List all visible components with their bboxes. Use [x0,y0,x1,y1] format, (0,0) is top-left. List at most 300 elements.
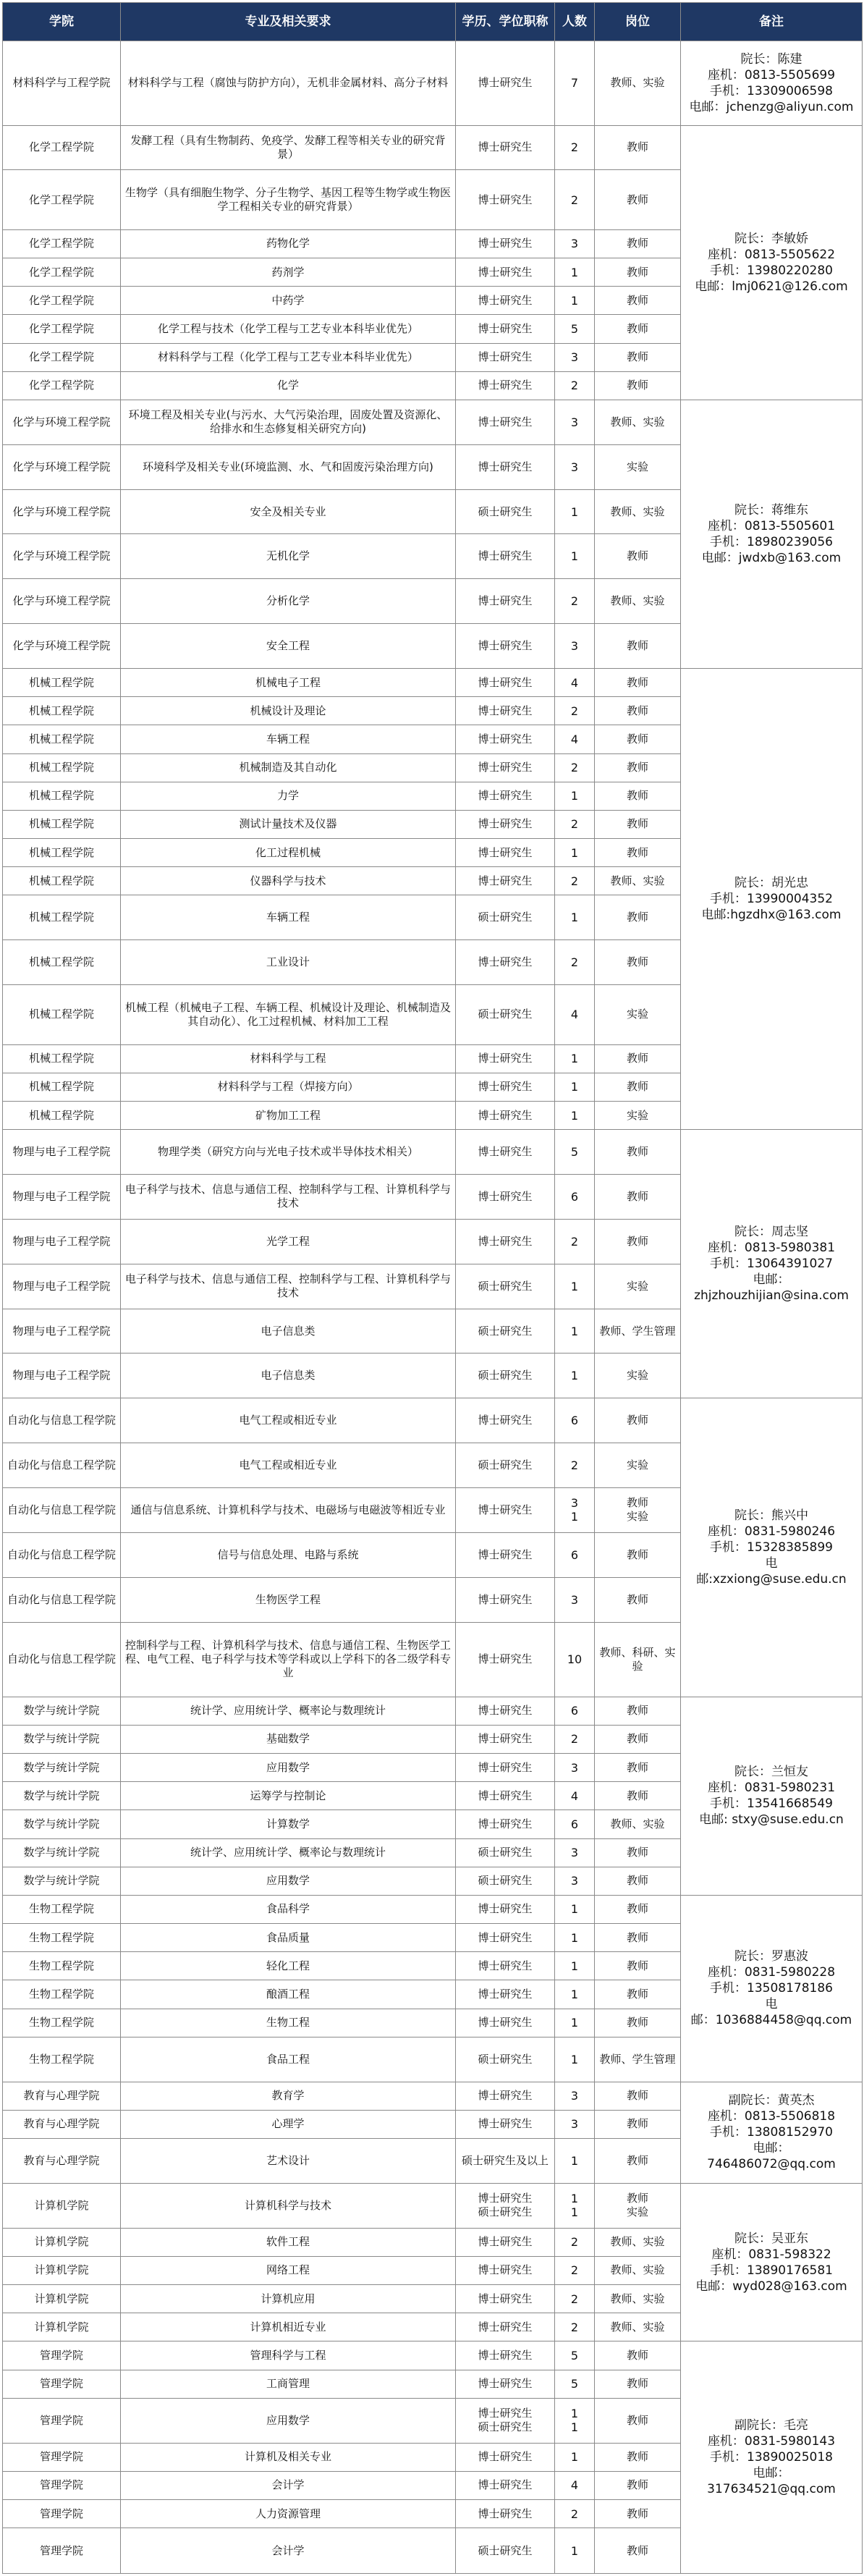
major-cell: 会计学 [121,2471,456,2499]
college-cell: 物理与电子工程学院 [3,1175,121,1220]
post-cell: 教师 [595,1980,681,2009]
degree-cell: 硕士研究生 [456,1354,555,1398]
major-cell: 材料科学与工程（焊接方向） [121,1073,456,1101]
major-cell: 食品质量 [121,1924,456,1952]
degree-cell: 硕士研究生 [456,2528,555,2574]
major-cell: 教育学 [121,2082,456,2110]
count-cell: 2 [555,170,595,229]
count-cell: 1 [555,1073,595,1101]
degree-cell: 博士研究生 [456,2443,555,2471]
college-cell: 教育与心理学院 [3,2138,121,2183]
degree-cell: 博士研究生 [456,1130,555,1175]
count-cell: 2 [555,579,595,624]
major-cell: 计算机科学与技术 [121,2183,456,2228]
college-cell: 管理学院 [3,2528,121,2574]
major-cell: 药物化学 [121,229,456,258]
college-cell: 生物工程学院 [3,1895,121,1923]
degree-cell: 博士研究生 硕士研究生 [456,2398,555,2443]
degree-cell: 博士研究生 [456,725,555,753]
college-cell: 生物工程学院 [3,1952,121,1980]
post-cell: 教师 [595,1725,681,1753]
count-cell: 4 [555,985,595,1044]
college-cell: 自动化与信息工程学院 [3,1398,121,1443]
post-cell: 教师 [595,1398,681,1443]
post-cell: 教师、实验 [595,489,681,534]
post-cell: 教师、实验 [595,1810,681,1838]
post-cell: 教师 [595,1130,681,1175]
count-cell: 1 1 [555,2398,595,2443]
count-cell: 2 [555,2313,595,2341]
count-cell: 2 [555,1725,595,1753]
count-cell: 1 [555,2009,595,2037]
degree-cell: 硕士研究生 [456,1867,555,1895]
degree-cell: 博士研究生 [456,1622,555,1697]
post-cell: 教师 [595,2370,681,2398]
contact-cell: 院长：蒋维东 座机：0813-5505601 手机：18980239056 电邮：jwdxb@163.com [681,400,863,668]
degree-cell: 博士研究生 [456,1044,555,1073]
count-cell: 1 [555,782,595,810]
college-cell: 管理学院 [3,2443,121,2471]
post-cell: 教师 实验 [595,1488,681,1533]
major-cell: 测试计量技术及仪器 [121,810,456,838]
degree-cell: 博士研究生 [456,534,555,579]
college-cell: 计算机学院 [3,2285,121,2313]
major-cell: 统计学、应用统计学、概率论与数理统计 [121,1838,456,1867]
count-cell: 4 [555,1782,595,1810]
degree-cell: 博士研究生 [456,1532,555,1577]
college-cell: 化学工程学院 [3,287,121,315]
post-cell: 教师 [595,782,681,810]
table-body [3,41,863,2574]
degree-cell: 硕士研究生 [456,489,555,534]
count-cell: 5 [555,2341,595,2370]
major-cell: 心理学 [121,2110,456,2138]
major-cell: 电子科学与技术、信息与通信工程、控制科学与工程、计算机科学与技术 [121,1264,456,1309]
count-cell: 3 [555,400,595,444]
count-cell: 2 [555,867,595,895]
degree-cell: 博士研究生 [456,41,555,126]
major-cell: 食品科学 [121,1895,456,1923]
college-cell: 数学与统计学院 [3,1725,121,1753]
degree-cell: 博士研究生 [456,940,555,985]
post-cell: 教师、实验 [595,2256,681,2284]
count-cell: 1 [555,1044,595,1073]
college-cell: 机械工程学院 [3,940,121,985]
major-cell: 基础数学 [121,1725,456,1753]
major-cell: 仪器科学与技术 [121,867,456,895]
header-contact: 备注 [681,3,863,41]
degree-cell: 硕士研究生 [456,1309,555,1354]
count-cell: 1 [555,2037,595,2082]
college-cell: 自动化与信息工程学院 [3,1532,121,1577]
post-cell: 教师、实验 [595,2313,681,2341]
major-cell: 信号与信息处理、电路与系统 [121,1532,456,1577]
post-cell: 教师 [595,1754,681,1782]
post-cell: 教师 [595,287,681,315]
count-cell: 1 [555,489,595,534]
major-cell: 机械制造及其自动化 [121,753,456,782]
major-cell: 统计学、应用统计学、概率论与数理统计 [121,1697,456,1725]
degree-cell: 博士研究生 [456,753,555,782]
post-cell: 教师 [595,1782,681,1810]
count-cell: 2 [555,2228,595,2256]
count-cell: 1 [555,1309,595,1354]
degree-cell: 博士研究生 硕士研究生 [456,2183,555,2228]
header-count: 人数 [555,3,595,41]
post-cell: 教师、实验 [595,41,681,126]
college-cell: 化学工程学院 [3,371,121,400]
college-cell: 生物工程学院 [3,2009,121,2037]
post-cell: 教师 [595,125,681,170]
college-cell: 管理学院 [3,2370,121,2398]
major-cell: 控制科学与工程、计算机科学与技术、信息与通信工程、生物医学工程、电气工程、电子科学与技术等学科或以上学科下的各二级学科专业 [121,1622,456,1697]
count-cell: 6 [555,1810,595,1838]
major-cell: 力学 [121,782,456,810]
college-cell: 机械工程学院 [3,895,121,940]
count-cell: 2 [555,940,595,985]
major-cell: 网络工程 [121,2256,456,2284]
major-cell: 工业设计 [121,940,456,985]
degree-cell: 博士研究生 [456,624,555,669]
post-cell: 教师 [595,624,681,669]
post-cell: 实验 [595,1354,681,1398]
post-cell: 教师 [595,2499,681,2528]
count-cell: 2 [555,697,595,725]
college-cell: 化学工程学院 [3,343,121,371]
college-cell: 管理学院 [3,2471,121,2499]
major-cell: 分析化学 [121,579,456,624]
count-cell: 2 [555,1219,595,1264]
count-cell: 1 [555,839,595,867]
degree-cell: 博士研究生 [456,170,555,229]
college-cell: 机械工程学院 [3,1073,121,1101]
contact-cell: 院长：吴亚东 座机：0831-598322 手机：13890176581 电邮：wyd028@163.com [681,2183,863,2341]
post-cell: 教师 [595,1952,681,1980]
count-cell: 2 [555,2285,595,2313]
degree-cell: 博士研究生 [456,2110,555,2138]
college-cell: 自动化与信息工程学院 [3,1577,121,1622]
college-cell: 机械工程学院 [3,985,121,1044]
post-cell: 实验 [595,1264,681,1309]
major-cell: 化学工程与技术（化学工程与工艺专业本科毕业优先） [121,315,456,343]
college-cell: 物理与电子工程学院 [3,1219,121,1264]
count-cell: 1 [555,1354,595,1398]
college-cell: 生物工程学院 [3,2037,121,2082]
count-cell: 3 [555,624,595,669]
contact-cell: 院长：周志坚 座机：0813-5980381 手机：13064391027 电邮： zhjzhouzhijian@sina.com [681,1130,863,1398]
degree-cell: 博士研究生 [456,2370,555,2398]
college-cell: 化学与环境工程学院 [3,444,121,489]
post-cell: 教师 [595,2471,681,2499]
college-cell: 物理与电子工程学院 [3,1264,121,1309]
table-row [3,1130,863,1175]
count-cell: 3 [555,1838,595,1867]
count-cell: 1 [555,287,595,315]
post-cell: 教师 [595,258,681,287]
major-cell: 通信与信息系统、计算机科学与技术、电磁场与电磁波等相近专业 [121,1488,456,1533]
college-cell: 机械工程学院 [3,810,121,838]
degree-cell: 博士研究生 [456,258,555,287]
table-row [3,1398,863,1443]
count-cell: 10 [555,1622,595,1697]
college-cell: 机械工程学院 [3,697,121,725]
major-cell: 材料科学与工程（腐蚀与防护方向），无机非金属材料、高分子材料 [121,41,456,126]
degree-cell: 博士研究生 [456,810,555,838]
major-cell: 应用数学 [121,2398,456,2443]
college-cell: 机械工程学院 [3,839,121,867]
college-cell: 机械工程学院 [3,782,121,810]
header-college: 学院 [3,3,121,41]
post-cell: 教师 [595,753,681,782]
college-cell: 计算机学院 [3,2228,121,2256]
post-cell: 教师 [595,1895,681,1923]
count-cell: 1 [555,1895,595,1923]
count-cell: 4 [555,669,595,697]
post-cell: 教师 [595,343,681,371]
contact-cell: 副院长：毛亮 座机：0831-5980143 手机：13890025018 电邮： 317634521@qq.com [681,2341,863,2574]
college-cell: 机械工程学院 [3,725,121,753]
count-cell: 3 [555,1754,595,1782]
count-cell: 1 [555,1264,595,1309]
degree-cell: 博士研究生 [456,1924,555,1952]
degree-cell: 博士研究生 [456,1810,555,1838]
college-cell: 化学工程学院 [3,229,121,258]
post-cell: 教师 [595,2082,681,2110]
count-cell: 3 [555,229,595,258]
major-cell: 材料科学与工程 [121,1044,456,1073]
degree-cell: 博士研究生 [456,2471,555,2499]
degree-cell: 博士研究生 [456,2285,555,2313]
major-cell: 计算数学 [121,1810,456,1838]
college-cell: 教育与心理学院 [3,2082,121,2110]
table-row [3,41,863,126]
degree-cell: 博士研究生 [456,782,555,810]
post-cell: 教师、实验 [595,579,681,624]
post-cell: 教师 [595,1044,681,1073]
degree-cell: 博士研究生 [456,315,555,343]
degree-cell: 博士研究生 [456,1980,555,2009]
college-cell: 机械工程学院 [3,867,121,895]
table-row [3,400,863,444]
major-cell: 人力资源管理 [121,2499,456,2528]
post-cell: 教师 [595,170,681,229]
major-cell: 生物工程 [121,2009,456,2037]
degree-cell: 博士研究生 [456,2228,555,2256]
major-cell: 矿物加工工程 [121,1101,456,1129]
count-cell: 1 [555,2443,595,2471]
major-cell: 车辆工程 [121,895,456,940]
major-cell: 生物医学工程 [121,1577,456,1622]
major-cell: 应用数学 [121,1754,456,1782]
major-cell: 机械工程（机械电子工程、车辆工程、机械设计及理论、机械制造及其自动化）、化工过程机械、材料加工工程 [121,985,456,1044]
major-cell: 电子信息类 [121,1354,456,1398]
post-cell: 教师、实验 [595,2285,681,2313]
college-cell: 化学与环境工程学院 [3,489,121,534]
major-cell: 运筹学与控制论 [121,1782,456,1810]
degree-cell: 硕士研究生 [456,1264,555,1309]
post-cell: 教师 [595,669,681,697]
post-cell: 教师 [595,371,681,400]
degree-cell: 硕士研究生及以上 [456,2138,555,2183]
recruitment-table [2,2,863,2574]
post-cell: 实验 [595,444,681,489]
count-cell: 1 [555,2138,595,2183]
post-cell: 教师 [595,2341,681,2370]
header-major: 专业及相关要求 [121,3,456,41]
count-cell: 2 [555,125,595,170]
count-cell: 3 [555,343,595,371]
college-cell: 计算机学院 [3,2183,121,2228]
count-cell: 1 [555,895,595,940]
degree-cell: 硕士研究生 [456,985,555,1044]
college-cell: 数学与统计学院 [3,1838,121,1867]
post-cell: 教师 [595,2110,681,2138]
college-cell: 生物工程学院 [3,1924,121,1952]
major-cell: 机械电子工程 [121,669,456,697]
college-cell: 机械工程学院 [3,669,121,697]
college-cell: 数学与统计学院 [3,1754,121,1782]
post-cell: 教师 [595,2138,681,2183]
major-cell: 化学 [121,371,456,400]
count-cell: 3 [555,2110,595,2138]
count-cell: 3 [555,2082,595,2110]
degree-cell: 硕士研究生 [456,1838,555,1867]
count-cell: 6 [555,1175,595,1220]
degree-cell: 博士研究生 [456,1101,555,1129]
count-cell: 1 1 [555,2183,595,2228]
post-cell: 教师 [595,229,681,258]
table-row [3,125,863,170]
table-row [3,2183,863,2228]
degree-cell: 博士研究生 [456,444,555,489]
college-cell: 数学与统计学院 [3,1810,121,1838]
count-cell: 5 [555,2370,595,2398]
count-cell: 1 [555,258,595,287]
degree-cell: 博士研究生 [456,1073,555,1101]
college-cell: 自动化与信息工程学院 [3,1622,121,1697]
post-cell: 教师 [595,1175,681,1220]
count-cell: 6 [555,1697,595,1725]
college-cell: 机械工程学院 [3,1101,121,1129]
degree-cell: 博士研究生 [456,287,555,315]
degree-cell: 博士研究生 [456,1952,555,1980]
post-cell: 教师 [595,1577,681,1622]
degree-cell: 博士研究生 [456,1782,555,1810]
count-cell: 2 [555,753,595,782]
header-row [3,3,863,41]
table-row [3,1697,863,1725]
post-cell: 教师 [595,940,681,985]
degree-cell: 博士研究生 [456,1398,555,1443]
count-cell: 1 [555,1101,595,1129]
degree-cell: 博士研究生 [456,1219,555,1264]
college-cell: 数学与统计学院 [3,1782,121,1810]
degree-cell: 博士研究生 [456,2256,555,2284]
college-cell: 材料科学与工程学院 [3,41,121,126]
degree-cell: 博士研究生 [456,1754,555,1782]
major-cell: 安全及相关专业 [121,489,456,534]
college-cell: 生物工程学院 [3,1980,121,2009]
count-cell: 2 [555,371,595,400]
post-cell: 教师 [595,1924,681,1952]
post-cell: 教师、学生管理 [595,1309,681,1354]
post-cell: 实验 [595,985,681,1044]
college-cell: 物理与电子工程学院 [3,1130,121,1175]
post-cell: 教师 [595,2398,681,2443]
count-cell: 7 [555,41,595,126]
degree-cell: 博士研究生 [456,2341,555,2370]
college-cell: 自动化与信息工程学院 [3,1488,121,1533]
count-cell: 1 [555,1952,595,1980]
count-cell: 3 [555,444,595,489]
post-cell: 教师、科研、实验 [595,1622,681,1697]
degree-cell: 博士研究生 [456,697,555,725]
post-cell: 教师 [595,697,681,725]
post-cell: 教师 [595,810,681,838]
college-cell: 数学与统计学院 [3,1697,121,1725]
table-row [3,2082,863,2110]
major-cell: 中药学 [121,287,456,315]
count-cell: 2 [555,810,595,838]
college-cell: 机械工程学院 [3,1044,121,1073]
degree-cell: 博士研究生 [456,1488,555,1533]
table-row [3,1895,863,1923]
degree-cell: 博士研究生 [456,1895,555,1923]
post-cell: 教师 [595,895,681,940]
count-cell: 1 [555,1924,595,1952]
post-cell: 教师、实验 [595,2228,681,2256]
major-cell: 物理学类（研究方向与光电子技术或半导体技术相关） [121,1130,456,1175]
college-cell: 管理学院 [3,2398,121,2443]
major-cell: 工商管理 [121,2370,456,2398]
college-cell: 化学工程学院 [3,258,121,287]
post-cell: 教师、实验 [595,400,681,444]
post-cell: 教师 [595,1219,681,1264]
college-cell: 化学与环境工程学院 [3,579,121,624]
degree-cell: 博士研究生 [456,400,555,444]
college-cell: 化学与环境工程学院 [3,400,121,444]
college-cell: 管理学院 [3,2499,121,2528]
degree-cell: 博士研究生 [456,2313,555,2341]
major-cell: 环境科学及相关专业(环境监测、水、气和固废污染治理方向) [121,444,456,489]
post-cell: 教师 [595,1838,681,1867]
count-cell: 1 [555,2528,595,2574]
degree-cell: 博士研究生 [456,669,555,697]
count-cell: 4 [555,725,595,753]
header-degree: 学历、学位职称 [456,3,555,41]
post-cell: 教师 实验 [595,2183,681,2228]
post-cell: 实验 [595,1443,681,1488]
college-cell: 化学工程学院 [3,315,121,343]
contact-cell: 院长：胡光忠 手机：13990004352 电邮:hgzdhx@163.com [681,669,863,1130]
post-cell: 教师 [595,2009,681,2037]
post-cell: 教师 [595,1073,681,1101]
count-cell: 3 [555,1867,595,1895]
post-cell: 教师 [595,315,681,343]
post-cell: 教师 [595,1532,681,1577]
major-cell: 酿酒工程 [121,1980,456,2009]
degree-cell: 硕士研究生 [456,2037,555,2082]
count-cell: 5 [555,315,595,343]
post-cell: 教师、学生管理 [595,2037,681,2082]
count-cell: 6 [555,1532,595,1577]
degree-cell: 博士研究生 [456,579,555,624]
degree-cell: 博士研究生 [456,229,555,258]
count-cell: 1 [555,534,595,579]
college-cell: 自动化与信息工程学院 [3,1443,121,1488]
major-cell: 电子信息类 [121,1309,456,1354]
college-cell: 教育与心理学院 [3,2110,121,2138]
